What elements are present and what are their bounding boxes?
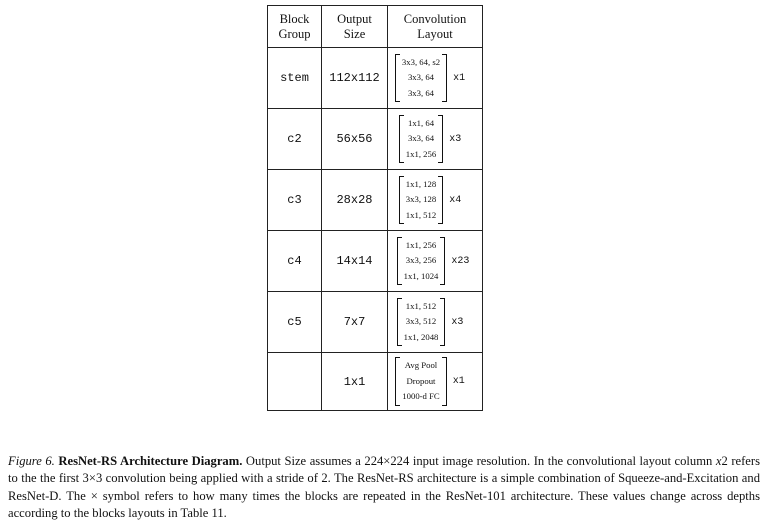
layer-spec: 1x1, 512 [405,300,437,311]
header-output-size: Output Size [322,6,388,48]
architecture-table [267,5,483,411]
layer-spec: 3x3, 512 [405,316,437,327]
repeat-count: x4 [449,194,462,206]
layer-spec: 1x1, 2048 [403,331,439,342]
block-group-cell: c5 [268,292,322,353]
output-size-cell: 28x28 [322,170,388,231]
table-row [268,353,483,411]
header-block-group: Block Group [268,6,322,48]
table-row [268,170,483,231]
output-size-cell: 7x7 [322,292,388,353]
repeat-count: x1 [452,376,465,387]
layer-bracket [399,176,443,224]
repeat-count: x3 [451,316,464,328]
conv-layout-cell [388,170,483,231]
table-row [268,109,483,170]
layer-spec: 1x1, 64 [407,117,435,128]
caption-title: ResNet-RS Architecture Diagram. [58,453,243,468]
output-size-cell: 1x1 [322,353,388,411]
conv-layout-cell [388,231,483,292]
layer-spec: 1x1, 128 [405,178,437,189]
layer-spec: 1x1, 512 [405,209,437,220]
layer-spec: 3x3, 256 [405,255,437,266]
block-group-cell: c4 [268,231,322,292]
block-group-cell [268,353,322,411]
layer-spec: Avg Pool [404,360,438,371]
table-row [268,48,483,109]
layer-bracket [397,298,446,346]
caption-math-var: x [715,453,722,468]
layer-bracket [395,54,447,102]
layer-spec: 1x1, 1024 [403,270,439,281]
layer-spec: 1x1, 256 [405,239,437,250]
table-row [268,292,483,353]
caption-label: Figure 6. [8,453,55,468]
caption-text: Output Size assumes a 224×224 input image resolution. In the convolutional layout column [245,453,716,468]
header-convolution-layout: Convolution Layout [388,6,483,48]
output-size-cell: 112x112 [322,48,388,109]
layer-spec: 3x3, 64 [407,133,435,144]
repeat-count: x23 [451,255,470,267]
table-header-row [268,6,483,48]
conv-layout-cell [388,292,483,353]
layer-bracket [397,237,446,285]
layer-spec: 3x3, 64 [407,72,435,83]
table-row [268,231,483,292]
figure-caption [8,453,760,523]
conv-layout-cell [388,109,483,170]
layer-spec: 1000-d FC [402,391,440,402]
conv-layout-cell [388,353,483,411]
block-group-cell: stem [268,48,322,109]
repeat-count: x3 [449,133,462,145]
layer-spec: 3x3, 64 [407,87,435,98]
layer-bracket [399,115,443,163]
layer-spec: 3x3, 128 [405,194,437,205]
layer-bracket [395,357,446,405]
layer-spec: 3x3, 64, s2 [401,56,441,67]
block-group-cell: c3 [268,170,322,231]
output-size-cell: 56x56 [322,109,388,170]
layer-spec: Dropout [406,375,436,386]
layer-spec: 1x1, 256 [405,148,437,159]
block-group-cell: c2 [268,109,322,170]
caption-text-continued: 2 refers to the the first 3×3 convolution being applied with a stride of 2. The ResNet-RS architecture is a simple combination of Squeeze-and-Excitation and ResNet-D. The × symbol refers to how many times the blocks are repeated in the ResNet-101 architecture. These values change across depths according to the blocks layouts in Table 11. [8,453,760,521]
repeat-count: x1 [453,72,466,84]
output-size-cell: 14x14 [322,231,388,292]
conv-layout-cell [388,48,483,109]
